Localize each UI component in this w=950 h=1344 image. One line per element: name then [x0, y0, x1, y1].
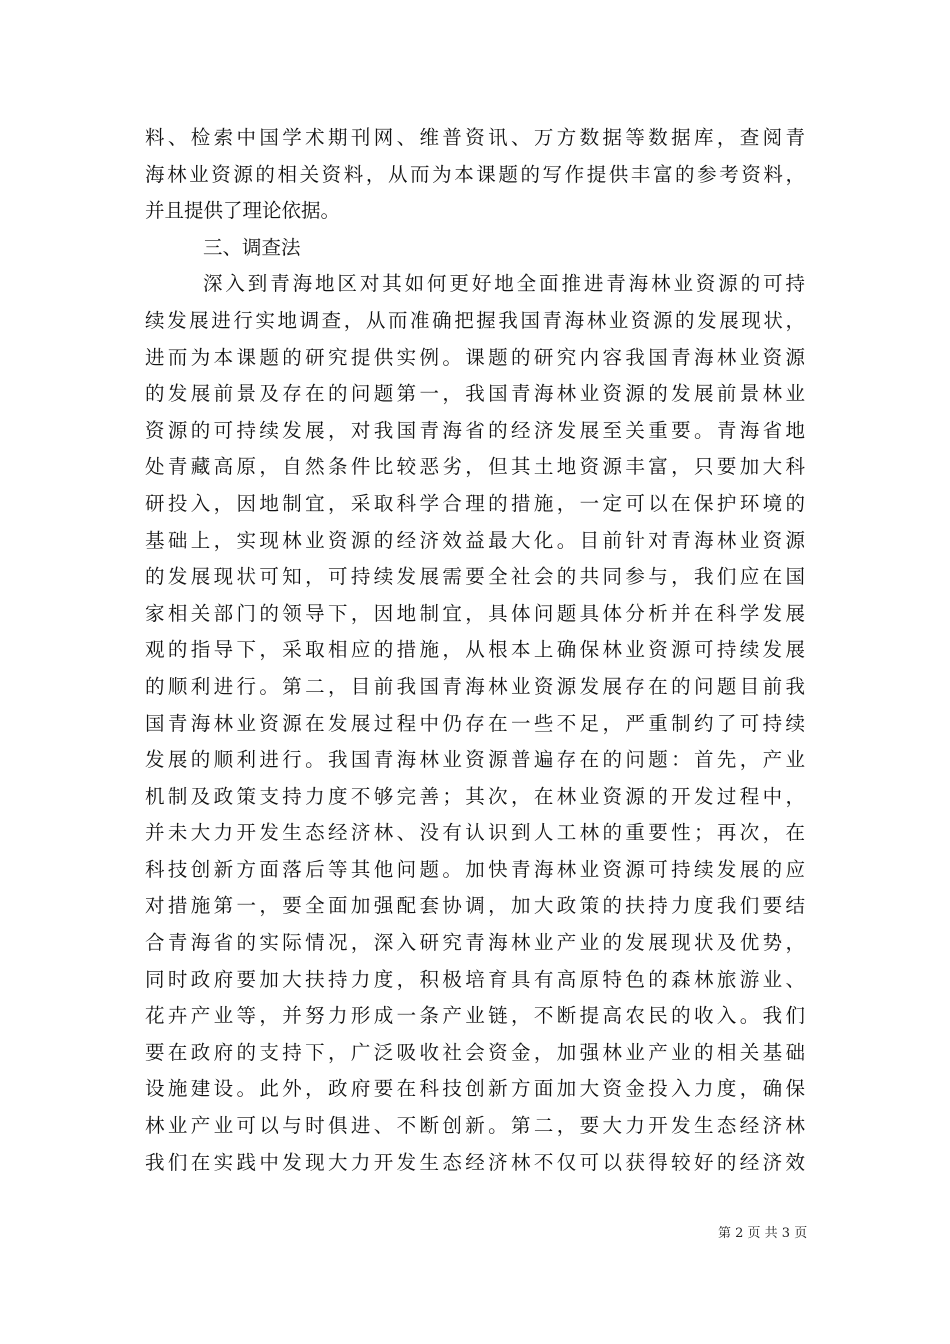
text-line: 续发展进行实地调查，从而准确把握我国青海林业资源的发展现状， [145, 308, 805, 332]
text-line: 花卉产业等，并努力形成一条产业链，不断提高农民的收入。我们 [145, 1004, 805, 1028]
text-line: 科技创新方面落后等其他问题。加快青海林业资源可持续发展的应 [145, 857, 805, 881]
text-line: 要在政府的支持下，广泛吸收社会资金，加强林业产业的相关基础 [145, 1040, 805, 1064]
text-line: 资源的可持续发展，对我国青海省的经济发展至关重要。青海省地 [145, 418, 805, 442]
text-line: 合青海省的实际情况，深入研究青海林业产业的发展现状及优势， [145, 931, 805, 955]
text-line: 机制及政策支持力度不够完善；其次，在林业资源的开发过程中， [145, 784, 805, 808]
text-line: 观的指导下，采取相应的措施，从根本上确保林业资源可持续发展 [145, 638, 805, 662]
document-body [145, 120, 805, 1181]
text-line: 我们在实践中发现大力开发生态经济林不仅可以获得较好的经济效 [145, 1150, 805, 1174]
text-line: 基础上，实现林业资源的经济效益最大化。目前针对青海林业资源 [145, 528, 805, 552]
text-line: 并且提供了理论依据。 [145, 199, 341, 223]
text-line: 并未大力开发生态经济林、没有认识到人工林的重要性；再次，在 [145, 821, 805, 845]
text-line: 家相关部门的领导下，因地制宜，具体问题具体分析并在科学发展 [145, 601, 805, 625]
text-line: 设施建设。此外，政府要在科技创新方面加大资金投入力度，确保 [145, 1077, 805, 1101]
text-line: 深入到青海地区对其如何更好地全面推进青海林业资源的可持 [203, 272, 805, 296]
page-number: 第 2 页 共 3 页 [718, 1226, 808, 1241]
text-line: 的发展现状可知，可持续发展需要全社会的共同参与，我们应在国 [145, 565, 805, 589]
text-line: 同时政府要加大扶持力度，积极培育具有高原特色的森林旅游业、 [145, 967, 805, 991]
text-line: 海林业资源的相关资料，从而为本课题的写作提供丰富的参考资料， [145, 162, 805, 186]
text-line: 的顺利进行。第二，目前我国青海林业资源发展存在的问题目前我 [145, 674, 805, 698]
text-line: 的发展前景及存在的问题第一，我国青海林业资源的发展前景林业 [145, 382, 805, 406]
text-line: 林业产业可以与时俱进、不断创新。第二，要大力开发生态经济林 [145, 1114, 805, 1138]
text-line: 发展的顺利进行。我国青海林业资源普遍存在的问题：首先，产业 [145, 748, 805, 772]
text-line: 研投入，因地制宜，采取科学合理的措施，一定可以在保护环境的 [145, 491, 805, 515]
text-line: 国青海林业资源在发展过程中仍存在一些不足，严重制约了可持续 [145, 711, 805, 735]
text-line: 处青藏高原，自然条件比较恶劣，但其土地资源丰富，只要加大科 [145, 455, 805, 479]
text-line: 料、检索中国学术期刊网、维普资讯、万方数据等数据库，查阅青 [145, 126, 805, 149]
text-line: 对措施第一，要全面加强配套协调，加大政策的扶持力度我们要结 [145, 894, 805, 918]
text-line: 三、调查法 [203, 235, 301, 259]
text-line: 进而为本课题的研究提供实例。课题的研究内容我国青海林业资源 [145, 345, 805, 369]
